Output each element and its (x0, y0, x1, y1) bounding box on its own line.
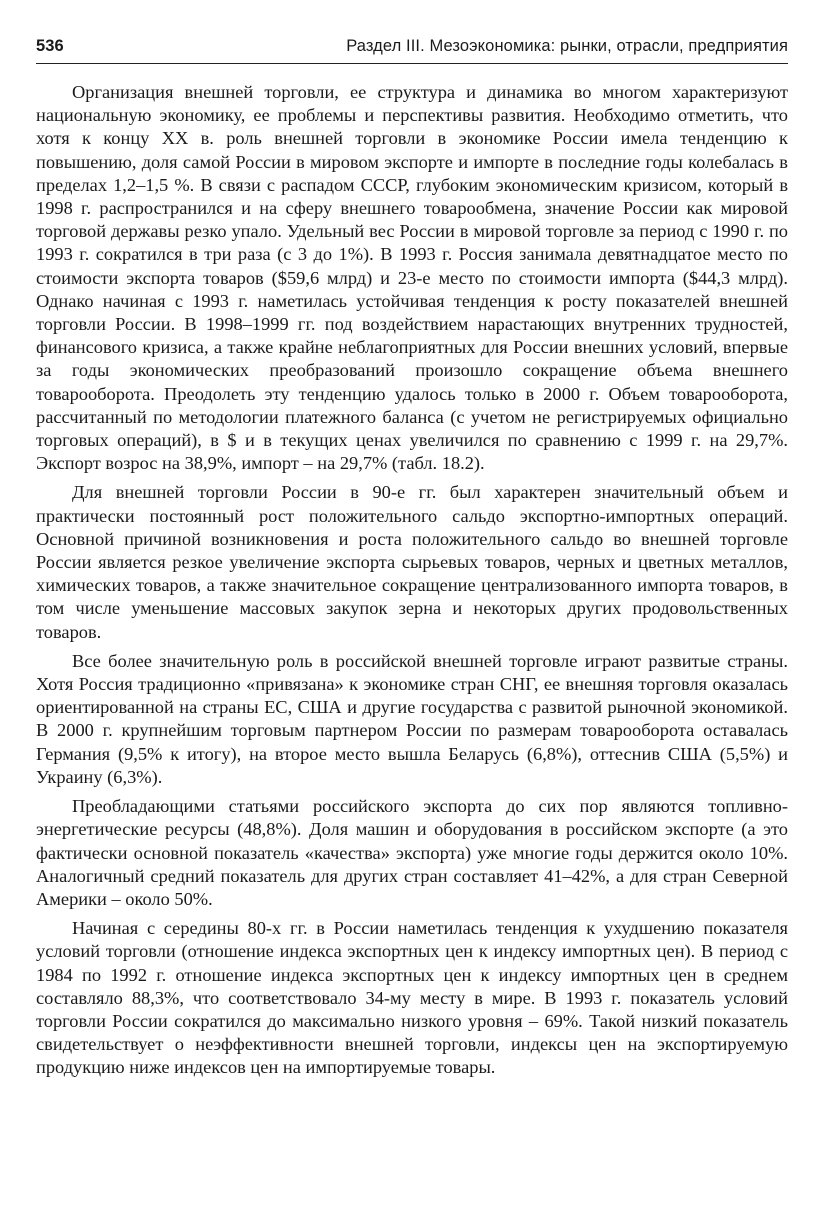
paragraph: Организация внешней торговли, ее структура и динамика во многом характеризуют национальную экономику, ее проблемы и перспективы развития. Необходимо отметить, что хотя к концу XX в. роль внешней торговли в экономике России имела тенденцию к повышению, доля самой России в мировом экспорте и импорте в последние годы колебалась в пределах 1,2–1,5 %. В связи с распадом СССР, глубоким экономическим кризисом, который в 1998 г. распространился и на сферу внешнего товарообмена, значение России как мировой торговой державы резко упало. Удельный вес России в мировой торговле за период с 1990 г. по 1993 г. сократился в три раза (с 3 до 1%). В 1993 г. Россия занимала девятнадцатое место по стоимости экспорта товаров ($59,6 млрд) и 23-е место по стоимости импорта ($44,3 млрд). Однако начиная с 1993 г. наметилась устойчивая тенденция к росту показателей внешней торговли России. В 1998–1999 гг. под воздействием нарастающих внутренних трудностей, финансового кризиса, а также крайне неблагоприятных для России внешних условий, впервые за годы экономических преобразований произошло сокращение объема внешнего товарооборота. Преодолеть эту тенденцию удалось только в 2000 г. Объем товарооборота, рассчитанный по методологии платежного баланса (с учетом не регистрируемых официально торговых операций), в $ и в текущих ценах увеличился по сравнению с 1999 г. на 29,7%. Экспорт возрос на 38,9%, импорт – на 29,7% (табл. 18.2). (36, 82, 788, 474)
section-title: Раздел III. Мезоэкономика: рынки, отрасли, предприятия (346, 37, 788, 55)
paragraph: Все более значительную роль в российской внешней торговле играют развитые страны. Хотя Россия традиционно «привязана» к экономике стран СНГ, ее внешняя торговля оказалась ориентированной на страны ЕС, США и другие государства с развитой рыночной экономикой. В 2000 г. крупнейшим торговым партнером России по размерам товарооборота оставалась Германия (9,5% к итогу), на второе место вышла Беларусь (6,8%), оттеснив США (5,5%) и Украину (6,3%). (36, 650, 788, 787)
page-number: 536 (36, 37, 64, 55)
running-header (36, 36, 788, 64)
paragraph: Для внешней торговли России в 90-е гг. был характерен значительный объем и практически постоянный рост положительного сальдо экспортно-импортных операций. Основной причиной возникновения и роста положительного сальдо во внешней торговле России является резкое увеличение экспорта сырьевых товаров, черных и цветных металлов, химических товаров, а также значительное сокращение централизованного импорта товаров, в том числе уменьшение массовых закупок зерна и некоторых других продовольственных товаров. (36, 482, 788, 642)
book-page (36, 36, 788, 1086)
paragraph: Начиная с середины 80-х гг. в России наметилась тенденция к ухудшению показателя условий торговли (отношение индекса экспортных цен к индексу импортных цен). В период с 1984 по 1992 г. отношение индекса экспортных цен к индексу импортных цен в среднем составляло 88,3%, что соответствовало 34-му месту в мире. В 1993 г. показатель условий торговли России сократился до максимально низкого уровня – 69%. Такой низкий показатель свидетельствует о неэффективности внешней торговли, индексы цен на экспортируемую продукцию ниже индексов цен на импортируемые товары. (36, 918, 788, 1078)
paragraph: Преобладающими статьями российского экспорта до сих пор являются топливно-энергетические ресурсы (48,8%). Доля машин и оборудования в российском экспорте (а это фактически основной показатель «качества» экспорта) уже многие годы держится около 10%. Аналогичный средний показатель для других стран составляет 41–42%, а для стран Северной Америки – около 50%. (36, 796, 788, 909)
body-text (36, 81, 788, 1080)
